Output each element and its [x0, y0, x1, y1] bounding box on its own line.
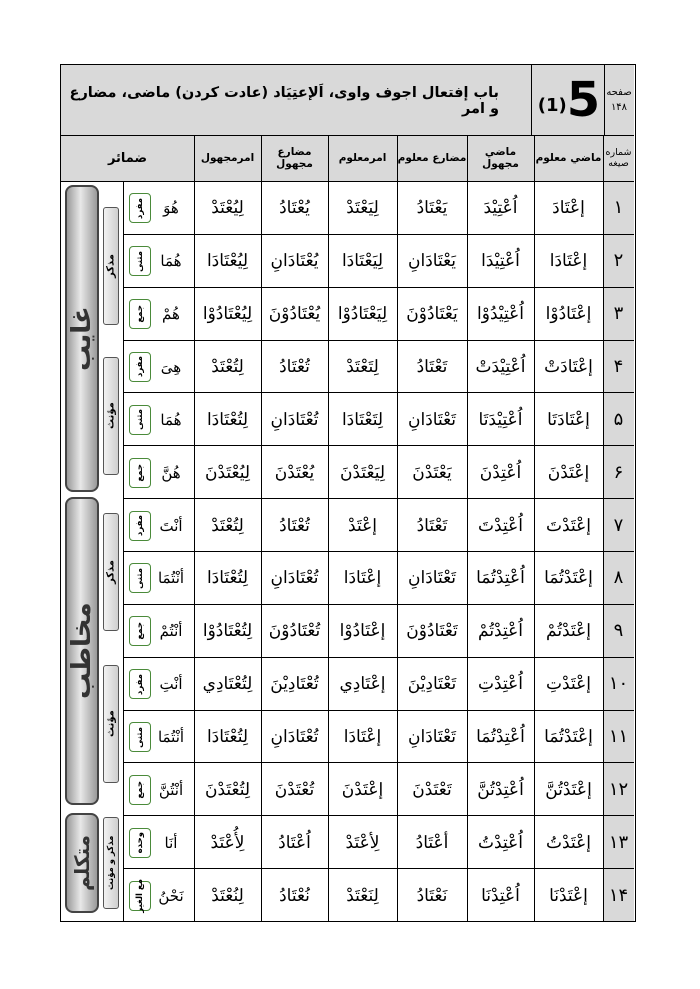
cell-madi-maloom: إعْتَدْتِ	[546, 674, 591, 695]
row-number: ۹	[603, 605, 634, 657]
chapter-big: 5	[566, 72, 601, 128]
row-number: ۱۰	[603, 658, 634, 710]
cell-mudari-maloom: أعْتَادُ	[415, 832, 449, 853]
gender-muannath-1-label: مؤنث	[105, 402, 117, 430]
gender-both-label: مذكر و مؤنث	[106, 835, 116, 891]
cell-amr-maloom: إعْتَادُوْا	[339, 621, 386, 642]
page-number-box	[603, 65, 635, 135]
number-badge-label: جمع	[135, 781, 145, 799]
conjugation-table	[60, 64, 636, 922]
pronoun: هُوَ	[163, 199, 179, 218]
gender-mudhakkar-2-label: مذكر	[105, 560, 117, 585]
cell-mudari-maloom: تَعْتَادُ	[416, 356, 448, 377]
col-madi-maloom: ماضي معلوم	[535, 152, 602, 164]
number-badge	[129, 775, 151, 805]
cell-madi-majhool: اُعْتِيْدَتَا	[478, 409, 523, 430]
cell-madi-maloom: إعْتَدْنَا	[549, 885, 588, 906]
page-title: باب إفتعال اجوف واوى، اَلإعتِيَاد (عادت كردن) ماضى، مضارع و امر	[69, 85, 499, 117]
cell-madi-majhool: اُعْتِدْنَ	[479, 462, 522, 483]
row-number: ۷	[603, 499, 634, 551]
cell-mudari-majhool: تُعْتَادَانِ	[270, 568, 319, 589]
col-pronouns: ضمائر	[107, 150, 148, 166]
cell-mudari-maloom: يَعْتَدْنَ	[412, 462, 452, 483]
number-badge	[129, 722, 151, 752]
cell-mudari-majhool: يُعْتَادَانِ	[270, 251, 319, 272]
cell-madi-majhool: اُعْتِدْتُنَّ	[477, 779, 524, 800]
cell-madi-majhool: اُعْتِيْدَتْ	[475, 356, 526, 377]
page-label: صفحه	[606, 87, 632, 98]
number-badge-label: مفرد	[135, 197, 145, 219]
number-badge	[129, 458, 151, 488]
row-number: ۱۲	[603, 763, 634, 815]
cell-amr-maloom: إعْتَادِي	[339, 674, 386, 695]
number-badge	[129, 246, 151, 276]
cell-mudari-majhool: تُعْتَادَانِ	[270, 726, 319, 747]
cell-amr-maloom: لِنَعْتَدْ	[346, 885, 379, 906]
cell-mudari-majhool: يُعْتَادُ	[279, 198, 310, 219]
cell-madi-majhool: اُعْتِيْدَا	[481, 251, 520, 272]
row-number: ۱	[603, 182, 634, 234]
cell-amr-majhool: لِتُعْتَادِي	[202, 674, 253, 695]
pronoun: أنَا	[164, 833, 178, 852]
cell-mudari-majhool: تُعْتَادُ	[279, 515, 310, 536]
cell-madi-majhool: اُعْتِدْتُمْ	[478, 621, 523, 642]
cell-madi-maloom: إعْتَدْتُمْ	[546, 621, 591, 642]
cell-mudari-majhool: يُعْتَادُوْنَ	[268, 304, 321, 325]
cell-amr-maloom: لِأعْتَدْ	[345, 832, 380, 853]
cell-amr-majhool: لِتُعْتَادَا	[206, 568, 249, 589]
cell-amr-maloom: لِيَعْتَادُوْا	[337, 304, 388, 325]
cell-mudari-maloom: يَعْتَادُوْنَ	[406, 304, 458, 325]
cell-madi-majhool: اُعْتِيْدُوْا	[477, 304, 524, 325]
cell-amr-majhool: لِتُعْتَادُوْا	[202, 621, 253, 642]
cell-mudari-maloom: تَعْتَادُ	[416, 515, 448, 536]
number-badge	[129, 828, 151, 858]
number-badge	[129, 563, 151, 593]
cell-amr-maloom: لِتَعْتَادَا	[341, 409, 384, 430]
cell-amr-majhool: لِتُعْتَدْنَ	[204, 779, 251, 800]
cell-amr-majhool: لِأُعْتَدْ	[210, 832, 245, 853]
cell-madi-majhool: اُعْتِيْدَ	[483, 198, 518, 219]
cell-mudari-maloom: تَعْتَادَانِ	[407, 409, 457, 430]
pronoun: أنْتَ	[159, 516, 183, 535]
cell-amr-majhool: لِيُعْتَادُوْا	[202, 304, 253, 325]
chapter-sub: (1)	[537, 94, 567, 116]
number-badge	[129, 669, 151, 699]
col-amr-maloom: امرمعلوم	[338, 152, 387, 164]
number-badge	[129, 352, 151, 382]
cell-amr-maloom: لِيَعْتَادَا	[341, 251, 384, 272]
cell-madi-majhool: اُعْتِدْتِ	[478, 674, 523, 695]
cell-amr-majhool: لِيُعْتَادَا	[206, 251, 249, 272]
cell-amr-majhool: لِتُعْتَدْ	[211, 356, 244, 377]
cell-mudari-maloom: تَعْتَادَانِ	[407, 726, 457, 747]
cell-mudari-majhool: نُعْتَادُ	[279, 885, 310, 906]
group-mukhatab-label: مخاطب	[67, 602, 97, 700]
pronoun: هُمَا	[160, 410, 182, 429]
number-badge	[129, 616, 151, 646]
cell-mudari-maloom: يَعْتَادُ	[416, 198, 448, 219]
pronoun: أنْتِ	[159, 675, 183, 694]
title-band	[61, 65, 634, 136]
number-badge-label: مثنى	[135, 726, 145, 748]
cell-mudari-majhool: تُعْتَادَانِ	[270, 409, 319, 430]
cell-mudari-majhool: تُعْتَدْنَ	[274, 779, 315, 800]
cell-amr-majhool: لِنُعْتَدْ	[211, 885, 244, 906]
cell-amr-maloom: لِيَعْتَدْنَ	[339, 462, 386, 483]
cell-amr-majhool: لِيُعْتَدْ	[211, 198, 244, 219]
cell-amr-maloom: إعْتَادَا	[343, 568, 382, 589]
number-badge-label: مع الغير	[135, 878, 145, 913]
cell-mudari-majhool: تُعْتَادُوْنَ	[268, 621, 321, 642]
number-badge-label: مفرد	[135, 515, 145, 537]
row-number: ۱۴	[603, 869, 634, 921]
pronoun: نَحْنُ	[158, 886, 184, 905]
pronoun: هُمَا	[160, 252, 182, 271]
number-badge-label: مفرد	[135, 356, 145, 378]
cell-madi-maloom: إعْتَادَتْ	[544, 356, 593, 377]
col-amr-majhool: امرمجهول	[200, 152, 255, 164]
cell-amr-maloom: إعْتَادَا	[343, 726, 382, 747]
cell-amr-majhool: لِيُعْتَدْنَ	[204, 462, 251, 483]
number-badge	[129, 878, 151, 913]
number-badge-label: مثنى	[135, 568, 145, 589]
cell-madi-majhool: اُعْتِدْتَ	[478, 515, 523, 536]
col-number: شماره صيغه	[605, 147, 632, 169]
cell-mudari-maloom: تَعْتَادِيْنَ	[407, 674, 457, 695]
cell-mudari-maloom: تَعْتَادُوْنَ	[406, 621, 458, 642]
cell-madi-maloom: إعْتَدْتُنَّ	[545, 779, 592, 800]
pronoun: هِىَ	[160, 357, 182, 376]
chapter-number	[531, 65, 605, 135]
pronoun: أنْتُمَا	[157, 727, 185, 746]
gender-mudhakkar-1-label: مذكر	[105, 254, 117, 279]
column-header-row	[61, 136, 634, 182]
group-mutakallim-label: متكلم	[70, 834, 94, 892]
pronoun: أنْتُمَا	[157, 569, 185, 588]
cell-mudari-maloom: تَعْتَدْنَ	[412, 779, 452, 800]
cell-madi-majhool: اُعْتِدْتُ	[478, 832, 523, 853]
cell-madi-maloom: إعْتَدْتَ	[546, 515, 591, 536]
cell-amr-maloom: إعْتَدْ	[348, 515, 377, 536]
cell-madi-maloom: إعْتَدْنَ	[547, 462, 590, 483]
row-number: ۲	[603, 235, 634, 287]
page-number: ۱۴۸	[610, 102, 628, 113]
cell-amr-maloom: لِيَعْتَدْ	[346, 198, 379, 219]
pronoun: أنْتُمْ	[159, 622, 183, 641]
cell-mudari-maloom: تَعْتَادَانِ	[407, 568, 457, 589]
row-number: ۸	[603, 552, 634, 604]
pronoun: أنْتُنَّ	[158, 780, 184, 799]
cell-madi-maloom: إعْتَادَتَا	[547, 409, 590, 430]
group-ghaib-label: غايب	[67, 306, 97, 371]
cell-madi-maloom: إعْتَدْتُمَا	[544, 568, 593, 589]
cell-madi-maloom: إعْتَادَ	[552, 198, 585, 219]
cell-mudari-majhool: تُعْتَادِيْنَ	[270, 674, 319, 695]
number-badge	[129, 511, 151, 541]
cell-mudari-majhool: اُعْتَادُ	[278, 832, 311, 853]
col-mudari-majhool: مضارع مجهول	[276, 146, 313, 170]
cell-madi-maloom: إعْتَادَا	[549, 251, 588, 272]
row-number: ۱۳	[603, 816, 634, 868]
row-number: ۳	[603, 288, 634, 340]
cell-madi-maloom: إعْتَدْتُ	[546, 832, 591, 853]
row-number: ۱۱	[603, 711, 634, 763]
number-badge-label: جمع	[135, 622, 145, 641]
cell-amr-maloom: إعْتَدْنَ	[341, 779, 384, 800]
pronoun: هُمْ	[162, 305, 180, 324]
cell-madi-majhool: اُعْتِدْتُمَا	[476, 726, 525, 747]
cell-mudari-maloom: يَعْتَادَانِ	[407, 251, 457, 272]
pronoun: هُنَّ	[161, 463, 181, 482]
col-mudari-maloom: مضارع معلوم	[397, 152, 467, 164]
number-badge-label: جمع	[135, 305, 145, 323]
cell-amr-majhool: لِتُعْتَدْ	[211, 515, 244, 536]
number-badge	[129, 405, 151, 435]
number-badge-label: مثنى	[135, 250, 145, 272]
cell-madi-majhool: اُعْتِدْنَا	[481, 885, 520, 906]
cell-madi-majhool: اُعْتِدْتُمَا	[476, 568, 525, 589]
cell-amr-majhool: لِتُعْتَادَا	[206, 726, 249, 747]
rows-area	[61, 182, 634, 922]
col-madi-majhool: ماضي مجهول	[482, 146, 519, 170]
row-number: ۴	[603, 341, 634, 393]
number-badge-label: مفرد	[135, 673, 145, 695]
cell-amr-maloom: لِتَعْتَدْ	[346, 356, 379, 377]
number-badge-label: جمع	[135, 463, 145, 482]
cell-mudari-majhool: يُعْتَدْنَ	[274, 462, 315, 483]
cell-madi-maloom: إعْتَادُوْا	[545, 304, 592, 325]
cell-mudari-maloom: نَعْتَادُ	[416, 885, 448, 906]
cell-mudari-majhool: تُعْتَادُ	[279, 356, 310, 377]
row-number: ۶	[603, 446, 634, 498]
number-badge-label: مثنى	[135, 409, 145, 431]
row-number: ۵	[603, 393, 634, 445]
cell-madi-maloom: إعْتَدْتُمَا	[544, 726, 593, 747]
number-badge	[129, 193, 151, 223]
number-badge-label: وحده	[135, 832, 145, 854]
number-badge	[129, 299, 151, 329]
cell-amr-majhool: لِتُعْتَادَا	[206, 409, 249, 430]
gender-muannath-2-label: مؤنث	[105, 710, 117, 738]
